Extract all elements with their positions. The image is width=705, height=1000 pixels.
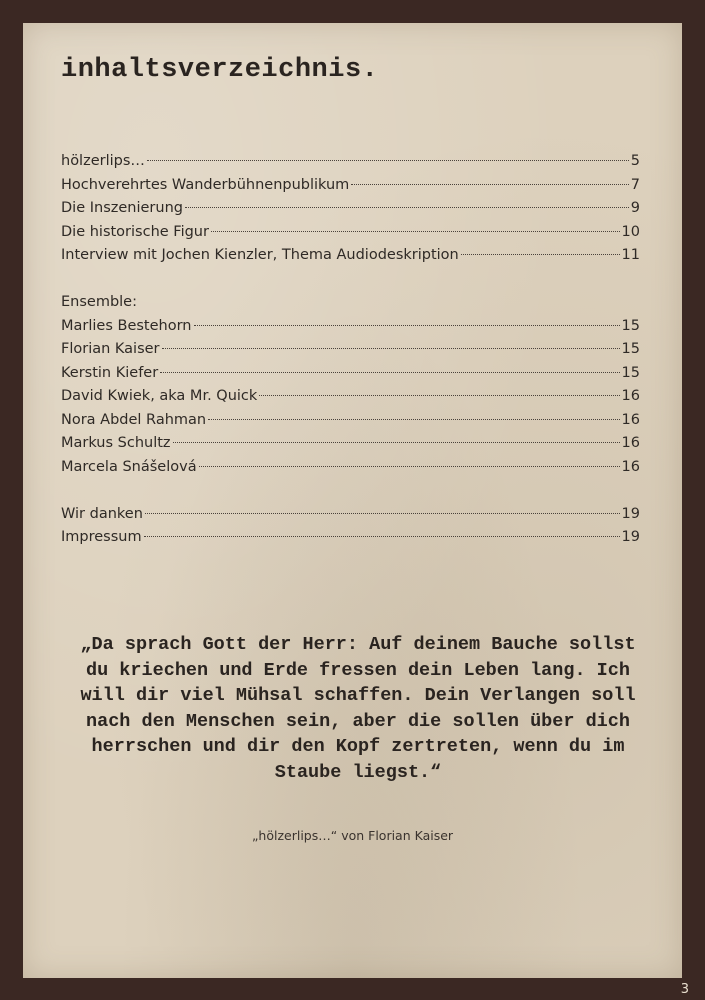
page-number: 3 <box>680 982 689 997</box>
toc-entry[interactable] <box>61 409 640 433</box>
toc-entry[interactable] <box>61 244 640 268</box>
toc-entry-page: 15 <box>621 317 640 334</box>
toc-entry-label: Hochverehrtes Wanderbühnenpublikum <box>61 176 350 193</box>
toc-leader-dots <box>144 536 620 537</box>
toc-entry-page: 11 <box>621 247 640 263</box>
toc-leader-dots <box>259 395 619 396</box>
toc-leader-dots <box>194 325 620 326</box>
quote-attribution: „hölzerlips…“ von Florian Kaiser <box>251 828 454 843</box>
toc-closing-section <box>61 503 640 550</box>
toc-entry-page: 15 <box>621 341 640 357</box>
toc-ensemble-section <box>61 291 640 479</box>
toc-entry-page: 7 <box>630 176 640 193</box>
toc-entry[interactable] <box>61 456 640 480</box>
toc-entry[interactable] <box>61 221 640 245</box>
table-of-contents <box>61 150 640 550</box>
toc-entry-label: Marlies Bestehorn <box>61 317 192 334</box>
toc-entry-page: 5 <box>630 153 640 169</box>
toc-entry-label: hölzerlips… <box>61 153 145 169</box>
toc-leader-dots <box>162 348 620 349</box>
toc-entry-page: 16 <box>621 435 640 451</box>
toc-leader-dots <box>185 207 629 208</box>
toc-entry-label: Impressum <box>61 529 142 545</box>
toc-entry-page: 15 <box>621 364 640 381</box>
toc-entry[interactable] <box>61 432 640 456</box>
toc-entry-page: 9 <box>630 200 640 216</box>
toc-entry[interactable] <box>61 174 640 198</box>
toc-leader-dots <box>208 419 619 420</box>
toc-entry-page: 16 <box>621 458 640 475</box>
toc-leader-dots <box>199 466 620 467</box>
ensemble-heading: Ensemble: <box>61 294 137 310</box>
toc-entry-page: 19 <box>621 529 640 545</box>
toc-entry-label: Markus Schultz <box>61 435 171 451</box>
toc-entry[interactable] <box>61 526 640 550</box>
toc-entry-label: Florian Kaiser <box>61 341 160 357</box>
toc-leader-dots <box>351 184 628 185</box>
toc-leader-dots <box>145 513 620 514</box>
toc-entry-label: Interview mit Jochen Kienzler, Thema Audiodeskription <box>61 247 459 263</box>
toc-entry-label: Marcela Snášelová <box>61 458 197 475</box>
toc-leader-dots <box>461 254 620 255</box>
toc-leader-dots <box>147 160 629 161</box>
toc-entry[interactable] <box>61 315 640 339</box>
epigraph-quote: „Da sprach Gott der Herr: Auf deinem Bauche sollst du kriechen und Erde fressen dein Leben lang. Ich will dir viel Mühsal schaffen. Dein Verlangen soll nach den Menschen sein, aber die sollen über dich herrschen und dir den Kopf zertreten, wenn du im Staube liegst.“ <box>80 634 636 783</box>
toc-main-section <box>61 150 640 268</box>
toc-entry-page: 16 <box>621 388 640 404</box>
toc-entry-label: Die historische Figur <box>61 223 209 240</box>
toc-entry-page: 10 <box>621 223 640 240</box>
toc-leader-dots <box>173 442 620 443</box>
toc-entry-label: David Kwiek, aka Mr. Quick <box>61 388 258 404</box>
toc-entry-label: Kerstin Kiefer <box>61 364 159 381</box>
toc-entry[interactable] <box>61 503 640 527</box>
toc-entry-page: 16 <box>621 411 640 428</box>
toc-entry[interactable] <box>61 197 640 221</box>
toc-entry[interactable] <box>61 385 640 409</box>
toc-entry[interactable] <box>61 338 640 362</box>
toc-entry[interactable] <box>61 150 640 174</box>
toc-entry[interactable] <box>61 362 640 386</box>
toc-leader-dots <box>211 231 620 232</box>
toc-entry-page: 19 <box>621 505 640 522</box>
toc-entry-label: Wir danken <box>61 505 143 522</box>
toc-leader-dots <box>160 372 619 373</box>
page-title: inhaltsverzeichnis. <box>61 55 379 85</box>
toc-entry-label: Die Inszenierung <box>61 200 183 216</box>
toc-entry-label: Nora Abdel Rahman <box>61 411 207 428</box>
document-page <box>23 23 682 978</box>
